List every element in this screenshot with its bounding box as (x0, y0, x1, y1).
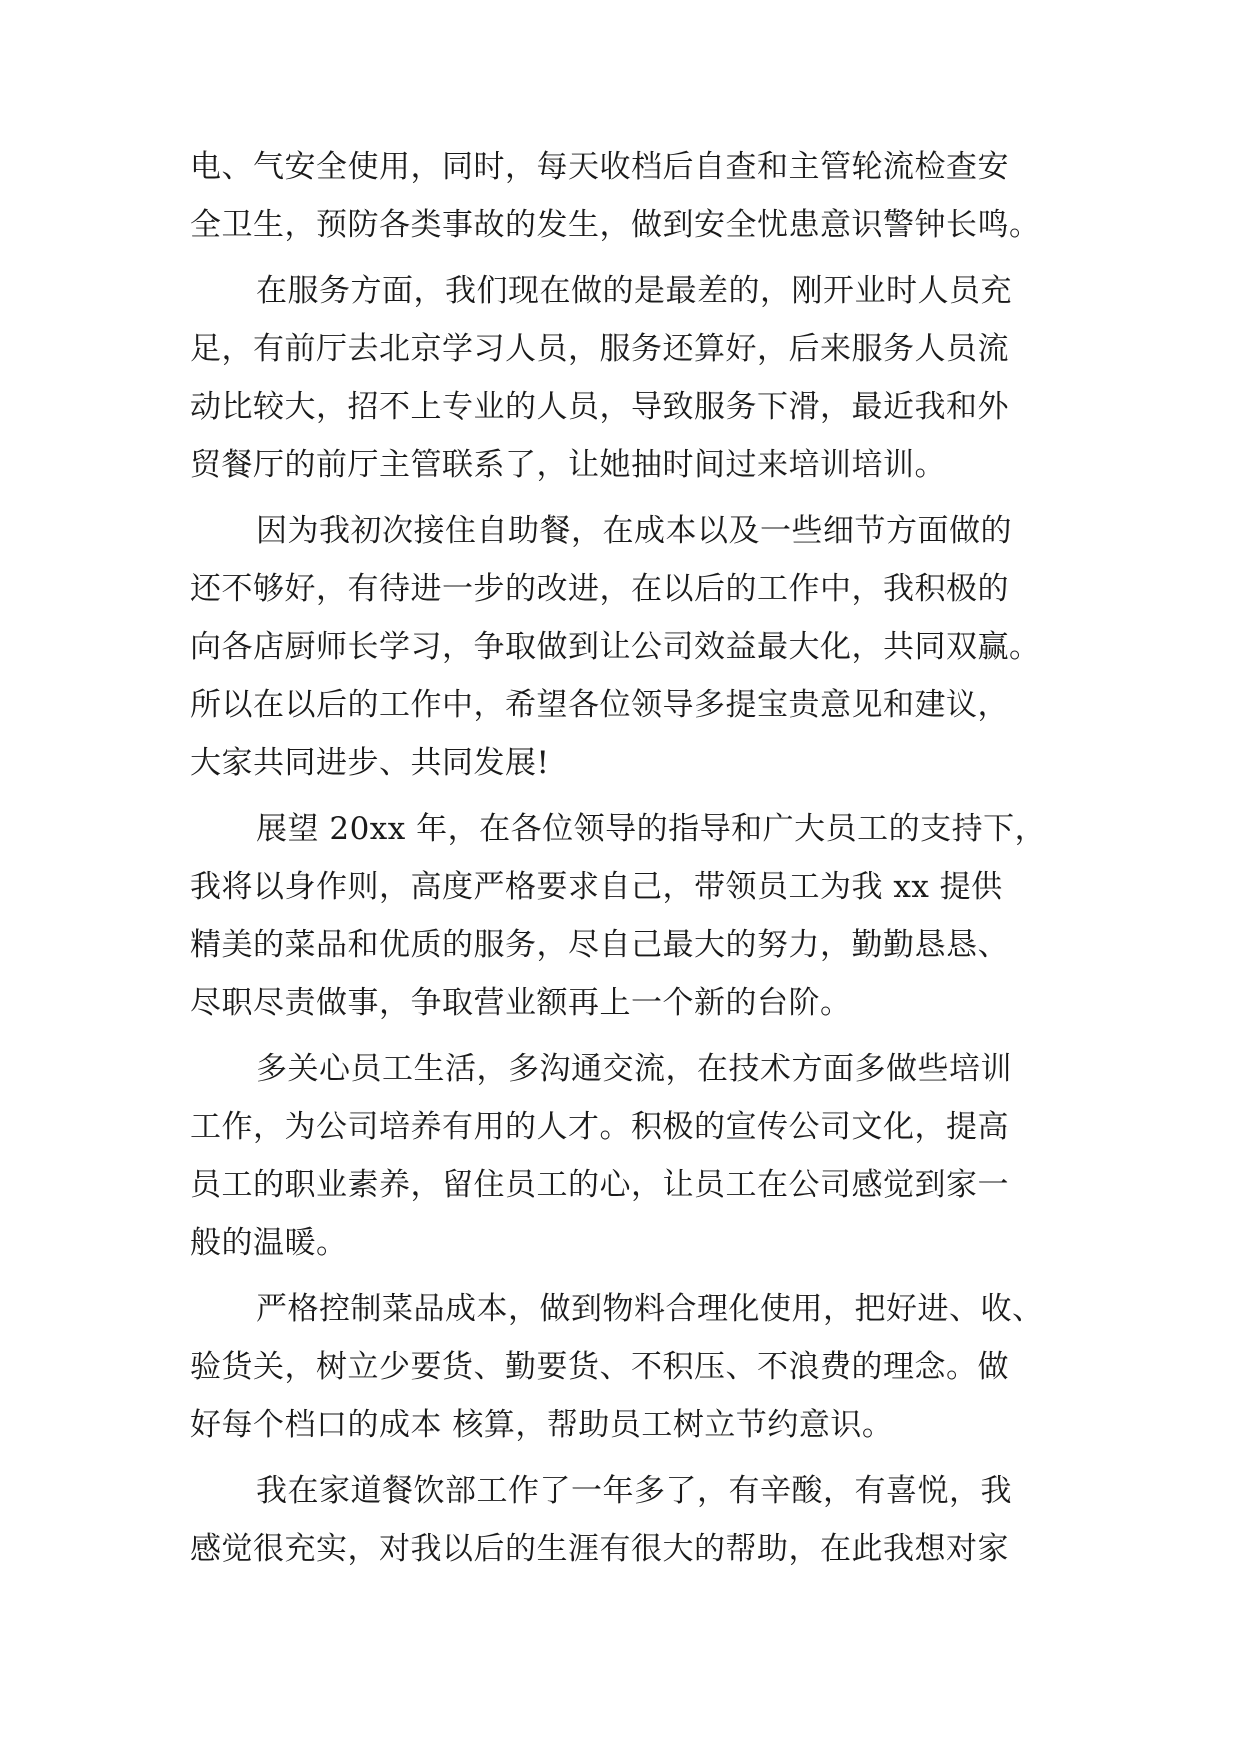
paragraph-start-line: 展望 20xx 年，在各位领导的指导和广大员工的支持下， (256, 811, 1047, 847)
text-line: 员工的职业素养，留住员工的心，让员工在公司感觉到家一 (190, 1167, 1009, 1203)
text-line: 工作，为公司培养有用的人才。积极的宣传公司文化，提高 (190, 1109, 1009, 1145)
paragraph-start-line: 多关心员工生活，多沟通交流，在技术方面多做些培训 (256, 1051, 1012, 1087)
paragraph-start-line: 我在家道餐饮部工作了一年多了，有辛酸，有喜悦，我 (256, 1473, 1012, 1509)
text-line: 感觉很充实，对我以后的生涯有很大的帮助，在此我想对家 (190, 1531, 1009, 1567)
text-line: 全卫生，预防各类事故的发生，做到安全忧患意识警钟长鸣。 (190, 207, 1041, 243)
text-line: 向各店厨师长学习，争取做到让公司效益最大化，共同双赢。 (190, 629, 1041, 665)
paragraph-start-line: 因为我初次接住自助餐，在成本以及一些细节方面做的 (256, 513, 1012, 549)
text-line: 尽职尽责做事，争取营业额再上一个新的台阶。 (190, 985, 852, 1021)
document-page (190, 0, 1052, 1754)
text-line: 大家共同进步、共同发展! (190, 745, 550, 781)
text-line: 好每个档口的成本 核算，帮助员工树立节约意识。 (190, 1407, 894, 1443)
text-line: 验货关，树立少要货、勤要货、不积压、不浪费的理念。做 (190, 1349, 1009, 1385)
text-line: 动比较大，招不上专业的人员，导致服务下滑，最近我和外 (190, 389, 1009, 425)
paragraph-start-line: 严格控制菜品成本，做到物料合理化使用，把好进、收、 (256, 1291, 1044, 1327)
text-line: 贸餐厅的前厅主管联系了，让她抽时间过来培训培训。 (190, 447, 946, 483)
text-line: 电、气安全使用，同时，每天收档后自查和主管轮流检查安 (190, 149, 1009, 185)
text-line: 足，有前厅去北京学习人员，服务还算好，后来服务人员流 (190, 331, 1009, 367)
text-line: 所以在以后的工作中，希望各位领导多提宝贵意见和建议， (190, 687, 1009, 723)
text-line: 还不够好，有待进一步的改进，在以后的工作中，我积极的 (190, 571, 1009, 607)
text-line: 般的温暖。 (190, 1225, 348, 1261)
text-line: 我将以身作则，高度严格要求自己，带领员工为我 xx 提供 (190, 869, 1003, 905)
paragraph-start-line: 在服务方面，我们现在做的是最差的，刚开业时人员充 (256, 273, 1012, 309)
text-line: 精美的菜品和优质的服务，尽自己最大的努力，勤勤恳恳、 (190, 927, 1009, 963)
